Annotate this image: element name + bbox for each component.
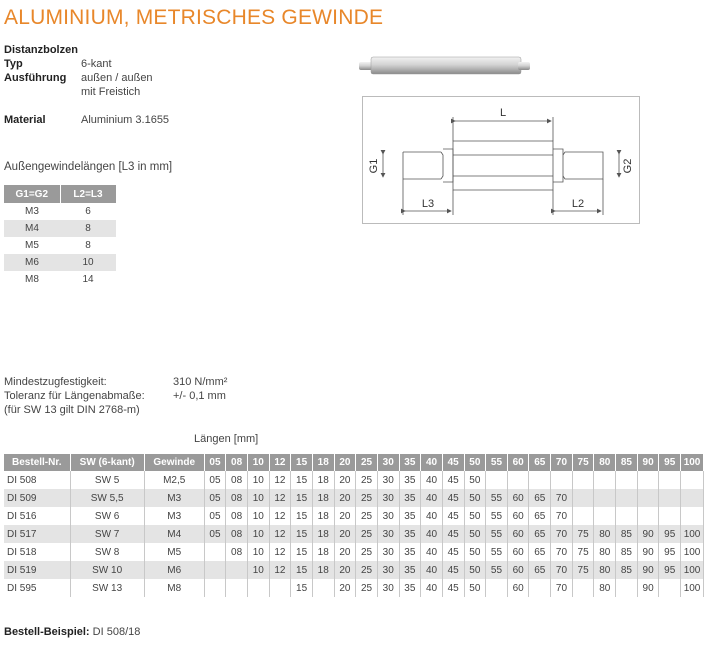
thread-lengths-heading: Außengewindelängen [L3 in mm] bbox=[4, 161, 173, 173]
thread-length-table bbox=[4, 185, 117, 288]
thread-cell: M8 bbox=[144, 579, 204, 597]
length-cell: 30 bbox=[377, 561, 399, 579]
length-cell: 95 bbox=[659, 543, 681, 561]
length-cell bbox=[226, 579, 248, 597]
length-cell bbox=[572, 579, 594, 597]
length-cell: 75 bbox=[572, 543, 594, 561]
table-row bbox=[4, 507, 704, 525]
length-cell: 70 bbox=[551, 543, 573, 561]
length-cell: 65 bbox=[529, 507, 551, 525]
tensile-strength-label: Mindestzugfestigkeit: bbox=[4, 376, 107, 388]
length-cell: 05 bbox=[204, 471, 226, 489]
wrench-size-cell: SW 6 bbox=[70, 507, 144, 525]
length-cell bbox=[507, 471, 529, 489]
wrench-size-cell: SW 8 bbox=[70, 543, 144, 561]
tolerance-value: +/- 0,1 mm bbox=[173, 390, 226, 402]
col-header: Bestell-Nr. bbox=[4, 454, 70, 471]
length-cell bbox=[204, 543, 226, 561]
product-name: Distanzbolzen bbox=[4, 44, 78, 56]
order-number-cell: DI 595 bbox=[4, 579, 70, 597]
length-cell: 55 bbox=[486, 561, 508, 579]
length-cell bbox=[551, 471, 573, 489]
length-cell: 45 bbox=[442, 489, 464, 507]
length-cell: 10 bbox=[247, 471, 269, 489]
length-cell bbox=[486, 471, 508, 489]
length-cell: 40 bbox=[421, 579, 443, 597]
length-cell bbox=[572, 489, 594, 507]
length-cell bbox=[616, 471, 638, 489]
length-cell: 50 bbox=[464, 543, 486, 561]
technical-drawing bbox=[362, 96, 640, 224]
label-l: L bbox=[499, 107, 507, 119]
length-cell bbox=[269, 579, 291, 597]
length-cell: 95 bbox=[659, 561, 681, 579]
length-cell bbox=[204, 579, 226, 597]
order-example-value: DI 508/18 bbox=[92, 626, 141, 638]
length-cell: 70 bbox=[551, 489, 573, 507]
label-g2: G2 bbox=[622, 158, 634, 174]
order-number-cell: DI 519 bbox=[4, 561, 70, 579]
length-cell: 05 bbox=[204, 507, 226, 525]
length-cell: 40 bbox=[421, 471, 443, 489]
table-row bbox=[4, 237, 116, 254]
length-cell: 10 bbox=[247, 543, 269, 561]
length-cell: 45 bbox=[442, 561, 464, 579]
length-cell: 45 bbox=[442, 543, 464, 561]
thread-cell: M6 bbox=[144, 561, 204, 579]
length-cell: 18 bbox=[312, 561, 334, 579]
length-cell bbox=[247, 579, 269, 597]
length-cell: 90 bbox=[637, 579, 659, 597]
length-cell: 60 bbox=[507, 507, 529, 525]
length-cell: 60 bbox=[507, 525, 529, 543]
length-cell: 40 bbox=[421, 489, 443, 507]
thread-cell: M8 bbox=[25, 274, 39, 285]
col-header-l2-l3: L2=L3 bbox=[60, 185, 116, 203]
order-number-cell: DI 509 bbox=[4, 489, 70, 507]
length-col-header: 18 bbox=[312, 454, 334, 471]
length-cell: 05 bbox=[204, 525, 226, 543]
length-cell: 40 bbox=[421, 543, 443, 561]
length-cell: 35 bbox=[399, 507, 421, 525]
length-cell: 10 bbox=[247, 525, 269, 543]
length-cell bbox=[637, 489, 659, 507]
length-cell: 50 bbox=[464, 507, 486, 525]
length-cell: 80 bbox=[594, 543, 616, 561]
length-cell: 08 bbox=[226, 489, 248, 507]
length-cell bbox=[529, 579, 551, 597]
length-cell: 20 bbox=[334, 525, 356, 543]
length-col-header: 10 bbox=[247, 454, 269, 471]
thread-cell: M3 bbox=[144, 489, 204, 507]
length-cell: 75 bbox=[572, 561, 594, 579]
table-row bbox=[4, 525, 704, 543]
length-cell: 18 bbox=[312, 489, 334, 507]
length-cell: 50 bbox=[464, 579, 486, 597]
length-cell: 90 bbox=[637, 561, 659, 579]
length-col-header: 95 bbox=[659, 454, 681, 471]
length-cell: 20 bbox=[334, 543, 356, 561]
length-cell: 30 bbox=[377, 471, 399, 489]
length-cell: 15 bbox=[291, 525, 313, 543]
length-cell: 85 bbox=[616, 561, 638, 579]
length-cell: 18 bbox=[312, 507, 334, 525]
length-col-header: 15 bbox=[291, 454, 313, 471]
table-row bbox=[4, 220, 116, 237]
length-cell: 55 bbox=[486, 525, 508, 543]
length-cell: 45 bbox=[442, 507, 464, 525]
length-cell: 08 bbox=[226, 543, 248, 561]
length-cell bbox=[594, 507, 616, 525]
length-cell: 100 bbox=[681, 543, 704, 561]
table-row bbox=[4, 271, 116, 288]
length-cell: 70 bbox=[551, 507, 573, 525]
length-cell: 50 bbox=[464, 561, 486, 579]
length-cell: 30 bbox=[377, 543, 399, 561]
length-cell: 15 bbox=[291, 471, 313, 489]
order-table bbox=[4, 454, 704, 597]
ausfuehrung-value-2: mit Freistich bbox=[81, 86, 141, 98]
length-cell: 25 bbox=[356, 471, 378, 489]
length-cell: 15 bbox=[291, 579, 313, 597]
length-cell: 12 bbox=[269, 471, 291, 489]
length-cell bbox=[616, 489, 638, 507]
table-row bbox=[4, 543, 704, 561]
length-cell: 25 bbox=[356, 543, 378, 561]
length-col-header: 90 bbox=[637, 454, 659, 471]
tolerance-label: Toleranz für Längenabmaße: bbox=[4, 390, 145, 402]
length-cell: 75 bbox=[572, 525, 594, 543]
length-cell: 18 bbox=[312, 471, 334, 489]
length-cell: 08 bbox=[226, 471, 248, 489]
table-row bbox=[4, 471, 704, 489]
length-cell: 45 bbox=[442, 525, 464, 543]
length-cell bbox=[681, 489, 704, 507]
length-col-header: 08 bbox=[226, 454, 248, 471]
label-l2: L2 bbox=[571, 198, 585, 210]
length-cell: 25 bbox=[356, 507, 378, 525]
length-cell: 55 bbox=[486, 507, 508, 525]
length-col-header: 05 bbox=[204, 454, 226, 471]
length-cell: 40 bbox=[421, 507, 443, 525]
length-cell: 12 bbox=[269, 525, 291, 543]
table-row bbox=[4, 561, 704, 579]
length-cell: 85 bbox=[616, 525, 638, 543]
length-cell: 25 bbox=[356, 561, 378, 579]
length-cell: 20 bbox=[334, 507, 356, 525]
length-cell: 50 bbox=[464, 489, 486, 507]
length-cell: 30 bbox=[377, 579, 399, 597]
length-cell: 55 bbox=[486, 543, 508, 561]
thread-table-header-row bbox=[4, 185, 116, 203]
length-cell: 15 bbox=[291, 543, 313, 561]
order-number-cell: DI 508 bbox=[4, 471, 70, 489]
lengths-heading: Längen [mm] bbox=[194, 433, 259, 445]
length-cell: 70 bbox=[551, 579, 573, 597]
col-header-g1-g2: G1=G2 bbox=[4, 185, 60, 203]
length-cell: 70 bbox=[551, 561, 573, 579]
length-cell: 80 bbox=[594, 525, 616, 543]
length-cell: 12 bbox=[269, 561, 291, 579]
length-cell: 50 bbox=[464, 471, 486, 489]
label-g1: G1 bbox=[368, 158, 380, 174]
col-header: Gewinde bbox=[144, 454, 204, 471]
table-row bbox=[4, 489, 704, 507]
length-cell: 100 bbox=[681, 561, 704, 579]
table-row bbox=[4, 579, 704, 597]
length-cell bbox=[616, 579, 638, 597]
order-number-cell: DI 517 bbox=[4, 525, 70, 543]
typ-label: Typ bbox=[4, 58, 23, 70]
length-col-header: 85 bbox=[616, 454, 638, 471]
length-col-header: 80 bbox=[594, 454, 616, 471]
wrench-size-cell: SW 10 bbox=[70, 561, 144, 579]
length-cell bbox=[594, 489, 616, 507]
material-value: Aluminium 3.1655 bbox=[81, 114, 170, 126]
length-cell bbox=[659, 507, 681, 525]
order-number-cell: DI 516 bbox=[4, 507, 70, 525]
length-cell: 25 bbox=[356, 579, 378, 597]
length-cell: 40 bbox=[421, 561, 443, 579]
sw13-note: (für SW 13 gilt DIN 2768-m) bbox=[4, 404, 140, 416]
typ-value: 6-kant bbox=[81, 58, 112, 70]
length-cell: 05 bbox=[204, 489, 226, 507]
length-cell bbox=[486, 579, 508, 597]
page-title: ALUMINIUM, METRISCHES GEWINDE bbox=[4, 6, 384, 29]
length-cell: 45 bbox=[442, 471, 464, 489]
length-cell: 20 bbox=[334, 561, 356, 579]
length-cell: 35 bbox=[399, 579, 421, 597]
order-number-cell: DI 518 bbox=[4, 543, 70, 561]
length-cell: 40 bbox=[421, 525, 443, 543]
wrench-size-cell: SW 13 bbox=[70, 579, 144, 597]
length-cell: 85 bbox=[616, 543, 638, 561]
length-cell: 12 bbox=[269, 543, 291, 561]
length-cell bbox=[681, 471, 704, 489]
thread-cell: M5 bbox=[144, 543, 204, 561]
length-cell: 12 bbox=[269, 507, 291, 525]
length-cell: 35 bbox=[399, 489, 421, 507]
length-col-header: 75 bbox=[572, 454, 594, 471]
length-cell: 55 bbox=[486, 489, 508, 507]
wrench-size-cell: SW 5 bbox=[70, 471, 144, 489]
length-col-header: 20 bbox=[334, 454, 356, 471]
order-example bbox=[4, 626, 140, 638]
length-col-header: 45 bbox=[442, 454, 464, 471]
length-cell: 15 bbox=[291, 561, 313, 579]
length-col-header: 100 bbox=[681, 454, 704, 471]
length-cell: 18 bbox=[312, 525, 334, 543]
photo-thread-right bbox=[518, 62, 530, 70]
length-cell bbox=[637, 471, 659, 489]
wrench-size-cell: SW 7 bbox=[70, 525, 144, 543]
length-col-header: 40 bbox=[421, 454, 443, 471]
ausfuehrung-label: Ausführung bbox=[4, 72, 67, 84]
length-cell: 6 bbox=[85, 206, 91, 217]
length-cell bbox=[681, 507, 704, 525]
length-col-header: 55 bbox=[486, 454, 508, 471]
tensile-strength-value: 310 N/mm² bbox=[173, 376, 228, 388]
length-cell bbox=[637, 507, 659, 525]
length-cell: 60 bbox=[507, 561, 529, 579]
length-cell: 90 bbox=[637, 543, 659, 561]
length-col-header: 25 bbox=[356, 454, 378, 471]
length-cell: 95 bbox=[659, 525, 681, 543]
length-cell: 90 bbox=[637, 525, 659, 543]
length-col-header: 60 bbox=[507, 454, 529, 471]
length-cell: 45 bbox=[442, 579, 464, 597]
thread-cell: M6 bbox=[4, 254, 60, 271]
length-cell: 20 bbox=[334, 489, 356, 507]
material-label: Material bbox=[4, 114, 46, 126]
length-cell: 60 bbox=[507, 489, 529, 507]
length-cell: 35 bbox=[399, 471, 421, 489]
col-header: SW (6-kant) bbox=[70, 454, 144, 471]
length-cell: 80 bbox=[594, 561, 616, 579]
ausfuehrung-value-1: außen / außen bbox=[81, 72, 153, 84]
length-cell: 100 bbox=[681, 579, 704, 597]
length-cell: 20 bbox=[334, 471, 356, 489]
thread-cell: M5 bbox=[25, 240, 39, 251]
length-cell: 65 bbox=[529, 543, 551, 561]
drawing-svg bbox=[363, 97, 639, 223]
standoff-photo bbox=[356, 52, 534, 80]
length-cell: 60 bbox=[507, 543, 529, 561]
length-cell bbox=[572, 507, 594, 525]
length-cell: 8 bbox=[85, 240, 91, 251]
length-cell: 30 bbox=[377, 507, 399, 525]
length-cell bbox=[659, 579, 681, 597]
length-cell bbox=[594, 471, 616, 489]
length-col-header: 50 bbox=[464, 454, 486, 471]
length-cell: 25 bbox=[356, 489, 378, 507]
length-col-header: 30 bbox=[377, 454, 399, 471]
length-cell: 50 bbox=[464, 525, 486, 543]
length-cell: 14 bbox=[82, 274, 94, 285]
length-col-header: 12 bbox=[269, 454, 291, 471]
length-cell bbox=[616, 507, 638, 525]
length-cell bbox=[659, 489, 681, 507]
length-cell: 70 bbox=[551, 525, 573, 543]
length-cell: 8 bbox=[60, 220, 116, 237]
length-cell: 30 bbox=[377, 489, 399, 507]
order-example-label: Bestell-Beispiel: bbox=[4, 626, 90, 638]
length-cell: 35 bbox=[399, 543, 421, 561]
length-col-header: 70 bbox=[551, 454, 573, 471]
length-col-header: 65 bbox=[529, 454, 551, 471]
length-cell: 60 bbox=[507, 579, 529, 597]
length-cell: 100 bbox=[681, 525, 704, 543]
thread-cell: M3 bbox=[144, 507, 204, 525]
thread-cell: M4 bbox=[4, 220, 60, 237]
length-cell: 10 bbox=[60, 254, 116, 271]
table-row bbox=[4, 203, 116, 220]
wrench-size-cell: SW 5,5 bbox=[70, 489, 144, 507]
length-cell: 20 bbox=[334, 579, 356, 597]
length-cell bbox=[572, 471, 594, 489]
length-cell: 15 bbox=[291, 507, 313, 525]
label-l3: L3 bbox=[421, 198, 435, 210]
length-cell: 10 bbox=[247, 489, 269, 507]
length-cell: 65 bbox=[529, 525, 551, 543]
length-cell: 65 bbox=[529, 489, 551, 507]
thread-cell: M4 bbox=[144, 525, 204, 543]
order-table-header-row bbox=[4, 454, 704, 471]
length-cell bbox=[529, 471, 551, 489]
length-col-header: 35 bbox=[399, 454, 421, 471]
length-cell bbox=[204, 561, 226, 579]
length-cell bbox=[659, 471, 681, 489]
thread-cell: M3 bbox=[25, 206, 39, 217]
length-cell: 35 bbox=[399, 561, 421, 579]
length-cell: 65 bbox=[529, 561, 551, 579]
length-cell: 08 bbox=[226, 525, 248, 543]
photo-body bbox=[371, 57, 521, 74]
length-cell: 80 bbox=[594, 579, 616, 597]
length-cell: 08 bbox=[226, 507, 248, 525]
length-cell: 35 bbox=[399, 525, 421, 543]
length-cell: 25 bbox=[356, 525, 378, 543]
table-row bbox=[4, 254, 116, 271]
length-cell: 12 bbox=[269, 489, 291, 507]
length-cell: 30 bbox=[377, 525, 399, 543]
length-cell: 15 bbox=[291, 489, 313, 507]
length-cell bbox=[226, 561, 248, 579]
length-cell: 10 bbox=[247, 561, 269, 579]
thread-cell: M2,5 bbox=[144, 471, 204, 489]
length-cell bbox=[312, 579, 334, 597]
length-cell: 18 bbox=[312, 543, 334, 561]
length-cell: 10 bbox=[247, 507, 269, 525]
